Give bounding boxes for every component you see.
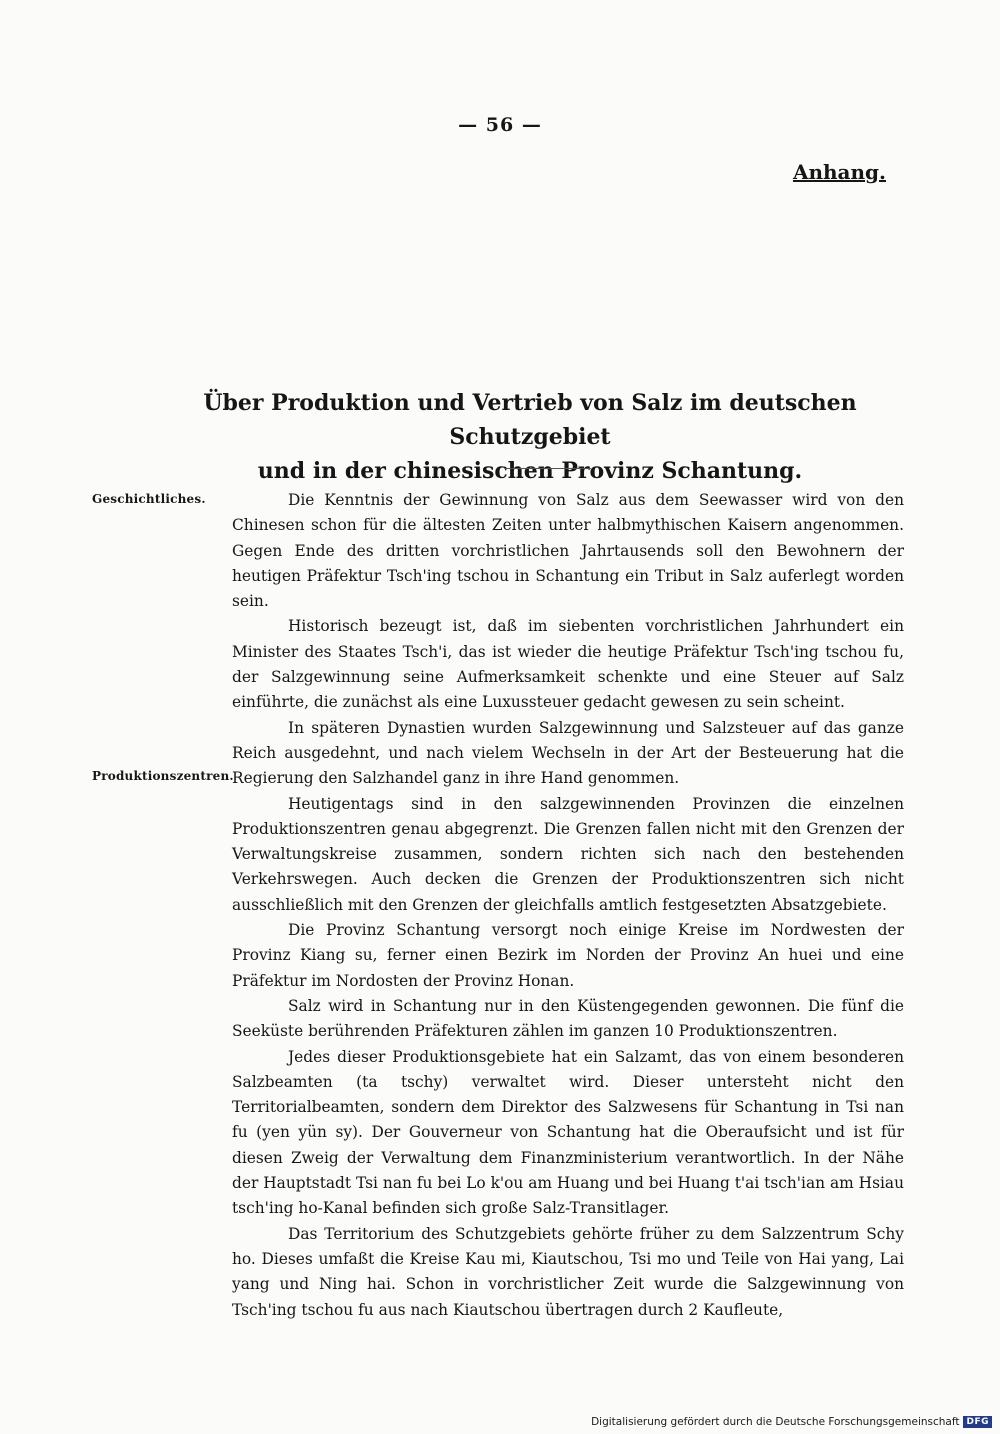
margin-note-history: Geschichtliches.: [92, 492, 206, 506]
paragraph: Die Kenntnis der Gewinnung von Salz aus dem Seewasser wird von den Chinesen schon für die ältesten Zeiten unter halbmythischen Kaisern angenommen. Gegen Ende des dritten vorchristlichen Jahrtausends soll den Bewohnern der heutigen Präfektur Tsch'ing tschou in Schantung ein Tribut in Salz auferlegt worden sein.: [232, 491, 904, 611]
margin-note-production: Produktionszentren.: [92, 769, 234, 783]
footer: [591, 1416, 992, 1428]
title-line-1: Über Produktion und Vertrieb von Salz im deutschen Schutzgebiet: [203, 390, 857, 450]
paragraph: Das Territorium des Schutzgebiets gehörte früher zu dem Salzzentrum Schy ho. Dieses umfaßt die Kreise Kau mi, Kiautschou, Tsi mo und Teile von Hai yang, Lai yang und Ning hai. Schon in vorchristlicher Zeit wurde die Salzgewinnung von Tsch'ing tschou fu aus nach Kiautschou übertragen durch 2 Kaufleute,: [232, 1224, 904, 1319]
section-label: Anhang.: [792, 160, 886, 184]
main-title: [150, 386, 910, 488]
paragraph: In späteren Dynastien wurden Salzgewinnung und Salzsteuer auf das ganze Reich ausgedehnt, und nach vielem Wechseln in der Art der Besteuerung hat die Regierung den Salzhandel ganz in ihre Hand genommen.: [232, 718, 904, 788]
paragraph: Die Provinz Schantung versorgt noch einige Kreise im Nordwesten der Provinz Kiang su, ferner einen Bezirk im Norden der Provinz An huei und eine Präfektur im Nordosten der Provinz Honan.: [232, 921, 904, 990]
title-line-2: und in der chinesischen Provinz Schantung.: [257, 458, 803, 484]
title-rule: [505, 468, 591, 469]
page-number: — 56 —: [458, 114, 542, 136]
body-text: [232, 488, 904, 1323]
footer-text: Digitalisierung gefördert durch die Deutsche Forschungsgemeinschaft: [591, 1416, 960, 1428]
paragraph: Jedes dieser Produktionsgebiete hat ein Salzamt, das von einem besonderen Salzbeamten (ta tschy) verwaltet wird. Dieser untersteht nicht den Territorialbeamten, sondern dem Direktor des Salzwesens für Schantung in Tsi nan fu (yen yün sy). Der Gouverneur von Schantung hat die Oberaufsicht und ist für diesen Zweig der Verwaltung dem Finanzministerium verantwortlich. In der Nähe der Hauptstadt Tsi nan fu bei Lo k'ou am Huang und bei Huang t'ai tsch'ian am Hsiau tsch'ing ho-Kanal befinden sich große Salz-Transitlager.: [232, 1047, 904, 1218]
paragraph: Salz wird in Schantung nur in den Küstengegenden gewonnen. Die fünf die Seeküste berührenden Präfekturen zählen im ganzen 10 Produktionszentren.: [232, 996, 904, 1041]
paragraph: Heutigentags sind in den salzgewinnenden Provinzen die einzelnen Produktionszentren genau abgegrenzt. Die Grenzen fallen nicht mit den Grenzen der Verwaltungskreise zusammen, sondern richten sich nach den bestehenden Verkehrswegen. Auch decken die Grenzen der Produktionszentren sich nicht ausschließlich mit den Grenzen der gleichfalls amtlich festgesetzten Absatzgebiete.: [232, 794, 904, 914]
paragraph: Historisch bezeugt ist, daß im siebenten vorchristlichen Jahrhundert ein Minister des Staates Tsch'i, das ist wieder die heutige Präfektur Tsch'ing tschou fu, der Salzgewinnung seine Aufmerksamkeit schenkte und eine Steuer auf Salz einführte, die zunächst als eine Luxussteuer gedacht gewesen zu sein scheint.: [232, 617, 904, 712]
dfg-logo-icon: DFG: [963, 1416, 992, 1428]
